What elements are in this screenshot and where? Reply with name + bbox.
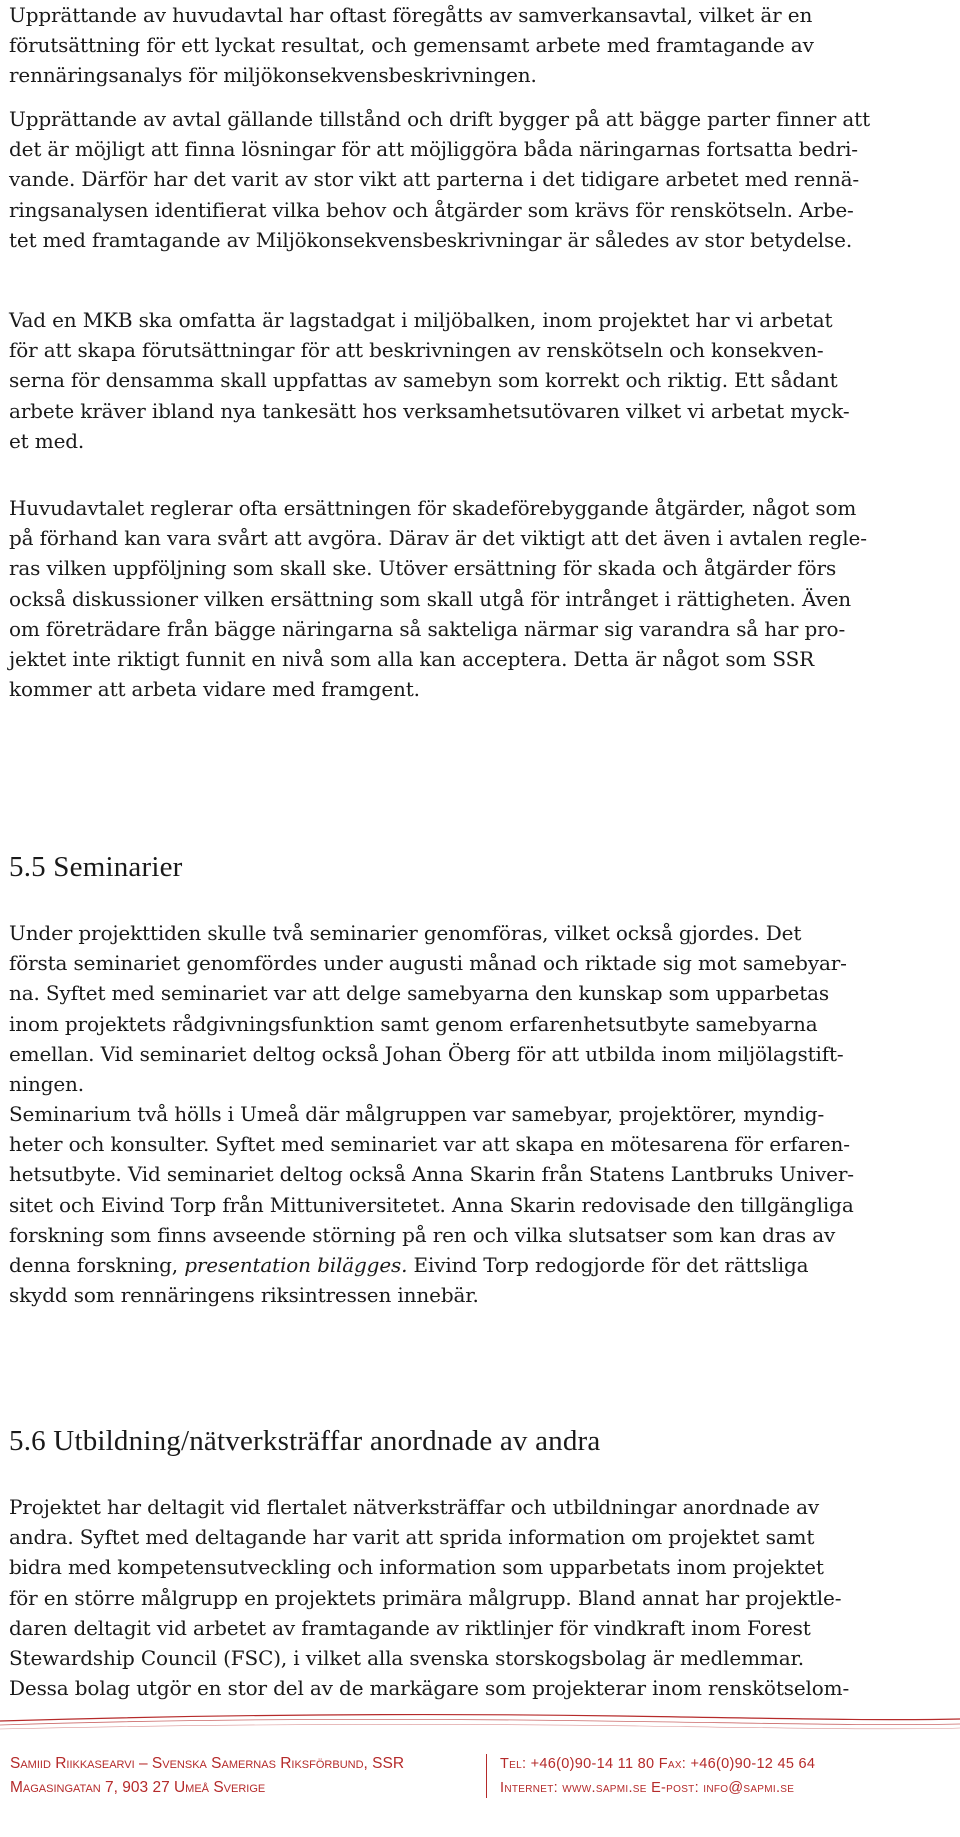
- footer-web-email: Internet: www.sapmi.se E-post: info@sapmi.se: [500, 1780, 795, 1796]
- section-heading-5-6: 5.6 Utbildning/nätverksträffar anordnade av andra: [9, 1425, 601, 1457]
- footer-phone-fax: Tel: +46(0)90-14 11 80 Fax: +46(0)90-12 45 64: [500, 1756, 816, 1772]
- footer-address: Magasingatan 7, 903 27 Umeå Sverige: [10, 1779, 266, 1796]
- paragraph-seminarier-2: [9, 1099, 959, 1310]
- italic-presentation-note: presentation bilägges.: [184, 1253, 408, 1278]
- paragraph-natverkstraffar: Projektet har deltagit vid flertalet nätverksträffar och utbildningar anordnade av andra. Syftet med deltagande har varit att sprida information om projektet samt bidra med kompetensutveckling och information som upparbetats inom projektet för en större målgrupp en projektets primära målgrupp. Bland annat har projektle- daren deltagit vid arbetet av framtagande av riktlinjer för vindkraft inom Forest Stewardship Council (FSC), i vilket alla svenska storskogsbolag är medlemmar. Dessa bolag utgör en stor del av de markägare som projekterar inom renskötselom-: [9, 1495, 850, 1701]
- paragraph-avtal-tillstand: Upprättande av avtal gällande tillstånd och drift bygger på att bägge parter finner att det är möjligt att finna lösningar för att möjliggöra båda näringarnas fortsatta bedri- vande. Därför har det varit av stor vikt att parterna i det tidigare arbetet med rennä- ringsanalysen identifierat vilka behov och åtgärder som krävs för renskötseln. Arbe- tet med framtagande av Miljökonsekvensbeskrivningar är således av stor betydelse.: [9, 107, 870, 252]
- paragraph-seminarier-2-end: Eivind Torp redogjorde för det rättsliga skydd som rennäringens riksintressen innebär.: [9, 1253, 809, 1308]
- paragraph-huvudavtal-intro: Upprättande av huvudavtal har oftast föregåtts av samverkansavtal, vilket är en förutsättning för ett lyckat resultat, och gemensamt arbete med framtagande av rennäringsanalys för miljökonsekvensbeskrivningen.: [9, 3, 814, 88]
- paragraph-mkb: Vad en MKB ska omfatta är lagstadgat i miljöbalken, inom projektet har vi arbetat för att skapa förutsättningar för att beskrivningen av renskötseln och konsekven- serna för densamma skall uppfattas av samebyn som korrekt och riktig. Ett sådant arbete kräver ibland nya tankesätt hos verksamhetsutövaren vilket vi arbetat myck- et med.: [9, 308, 850, 453]
- section-heading-5-5: 5.5 Seminarier: [9, 851, 183, 883]
- footer-organization-block: [10, 1752, 510, 1800]
- paragraph-seminarier-2-start: Seminarium två hölls i Umeå där målgruppen var samebyar, projektörer, myndig- heter och konsulter. Syftet med seminariet var att skapa en mötesarena för erfaren- hetsutbyte. Vid seminariet deltog också Anna Skarin från Statens Lantbruks Univer- sitet och Eivind Torp från Mittuniversitetet. Anna Skarin redovisade den tillgängliga forskning som finns avseende störning på ren och vilka slutsatser som kan dras av denna forskning,: [9, 1102, 854, 1278]
- footer-separator: [486, 1754, 487, 1798]
- footer-decorative-lines: [0, 1705, 960, 1735]
- paragraph-huvudavtal-ersattning: Huvudavtalet reglerar ofta ersättningen för skadeförebyggande åtgärder, något som på förhand kan vara svårt att avgöra. Därav är det viktigt att det även i avtalen regle- ras vilken uppföljning som skall ske. Utöver ersättning för skada och åtgärder förs också diskussioner vilken ersättning som skall utgå för intrånget i rättigheten. Även om företrädare från bägge näringarna så sakteliga närmar sig varandra så har pro- jektet inte riktigt funnit en nivå som alla kan acceptera. Detta är något som SSR kommer att arbeta vidare med framgent.: [9, 496, 867, 702]
- letterhead-footer: [0, 1752, 960, 1822]
- paragraph-seminarier-1: Under projekttiden skulle två seminarier genomföras, vilket också gjordes. Det första seminariet genomfördes under augusti månad och riktade sig mot samebyar- na. Syftet med seminariet var att delge samebyarna den kunskap som upparbetas inom projektets rådgivningsfunktion samt genom erfarenhetsutbyte samebyarna emellan. Vid seminariet deltog också Johan Öberg för att utbilda inom miljölagstift- ningen.: [9, 921, 847, 1097]
- footer-contact-block: [500, 1752, 960, 1800]
- footer-org-name: Samiid Riikkasearvi – Svenska Samernas Riksförbund, SSR: [10, 1755, 405, 1772]
